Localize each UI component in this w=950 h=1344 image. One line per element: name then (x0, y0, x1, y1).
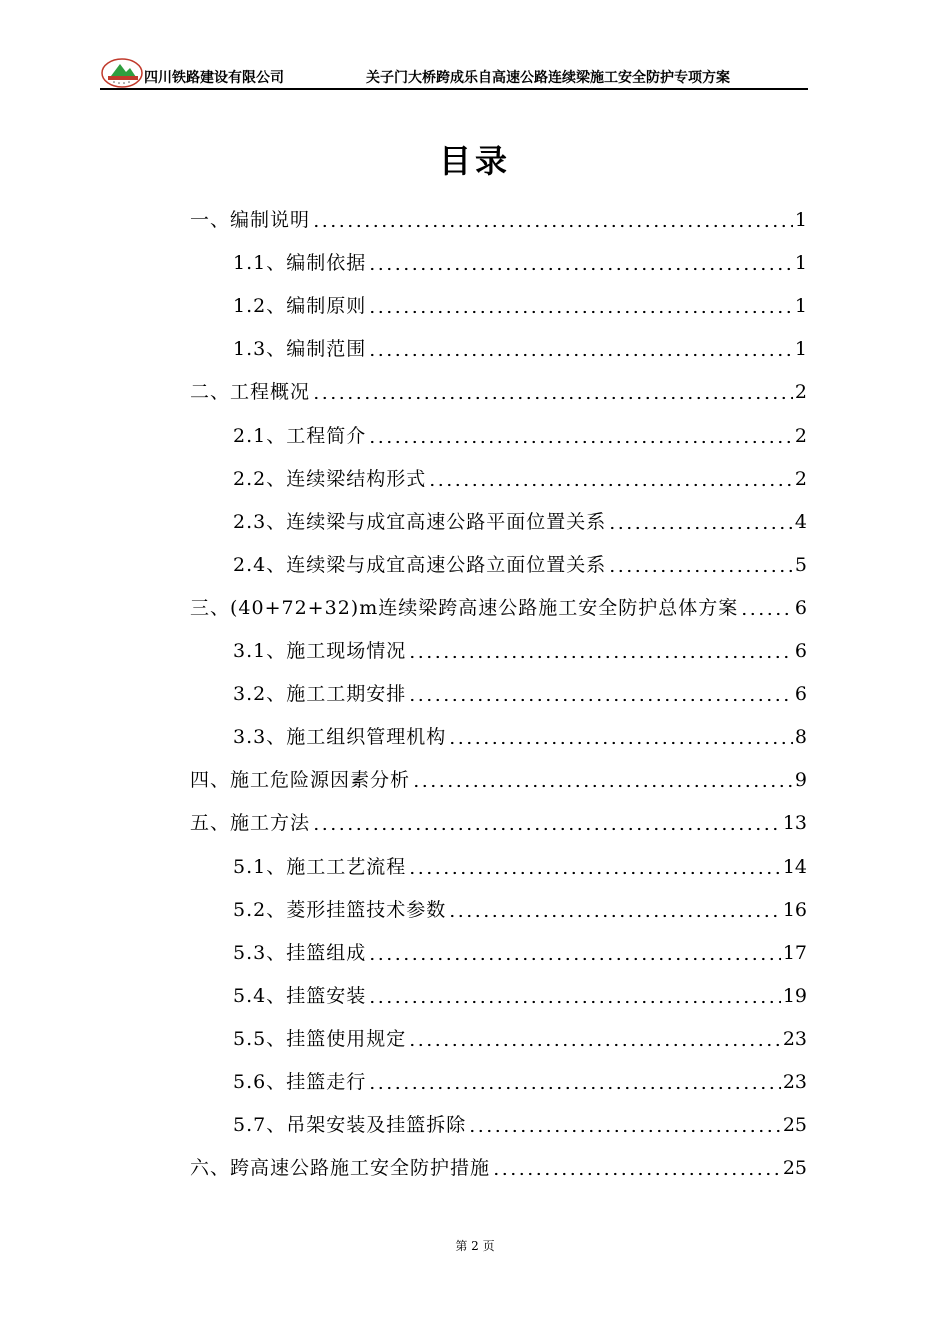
company-name: 四川铁路建设有限公司 (144, 70, 284, 86)
toc-dot-leader (312, 396, 793, 400)
toc-entry[interactable] (233, 289, 807, 319)
toc-entry-page: 17 (782, 942, 807, 964)
toc-entry[interactable] (190, 203, 807, 233)
toc-entry[interactable] (233, 332, 807, 362)
toc-dot-leader (408, 871, 781, 875)
company-logo (100, 58, 144, 90)
toc-dot-leader (312, 827, 781, 831)
toc-entry-label: 5.4、挂篮安装 (233, 985, 367, 1007)
toc-entry-label: 3.1、施工现场情况 (233, 640, 407, 662)
toc-dot-leader (368, 267, 793, 271)
toc-dot-leader (408, 655, 793, 659)
toc-entry-page: 1 (794, 252, 807, 274)
toc-entry[interactable] (233, 677, 807, 707)
toc-entry[interactable] (233, 1065, 807, 1095)
toc-entry[interactable] (190, 1151, 807, 1181)
toc-dot-leader (608, 526, 793, 530)
toc-entry-page: 14 (782, 856, 807, 878)
toc-entry[interactable] (233, 1022, 807, 1052)
toc-entry-label: 2.1、工程简介 (233, 425, 367, 447)
toc-entry-page: 1 (794, 295, 807, 317)
toc-entry-label: 5.2、菱形挂篮技术参数 (233, 899, 447, 921)
toc-dot-leader (608, 569, 793, 573)
page-number: 第 2 页 (455, 1239, 495, 1253)
toc-entry-page: 13 (782, 812, 807, 834)
toc-entry-label: 3.3、施工组织管理机构 (233, 726, 447, 748)
toc-entry-label: 2.2、连续梁结构形式 (233, 468, 427, 490)
toc-dot-leader (408, 1043, 781, 1047)
toc-entry-label: 五、施工方法 (190, 812, 311, 834)
toc-entry-label: 三、(40+72+32)m连续梁跨高速公路施工安全防护总体方案 (190, 597, 739, 619)
toc-entry-page: 2 (794, 468, 807, 490)
toc-entry-label: 1.3、编制范围 (233, 338, 367, 360)
toc-entry-label: 二、工程概况 (190, 381, 311, 403)
toc-entry-label: 5.1、施工工艺流程 (233, 856, 407, 878)
toc-dot-leader (448, 914, 781, 918)
toc-dot-leader (368, 1000, 781, 1004)
document-title: 关子门大桥跨成乐自高速公路连续梁施工安全防护专项方案 (366, 70, 730, 86)
toc-entry[interactable] (190, 591, 807, 621)
toc-entry-label: 5.3、挂篮组成 (233, 942, 367, 964)
toc-entry[interactable] (233, 634, 807, 664)
toc-dot-leader (368, 440, 793, 444)
toc-dot-leader (368, 1086, 781, 1090)
toc-entry[interactable] (233, 850, 807, 880)
page-header (100, 58, 808, 90)
toc-heading: 目录 (438, 142, 511, 180)
toc-entry-label: 5.6、挂篮走行 (233, 1071, 367, 1093)
toc-entry-page: 4 (794, 511, 807, 533)
toc-entry-label: 1.2、编制原则 (233, 295, 367, 317)
toc-entry-page: 23 (782, 1028, 807, 1050)
toc-entry[interactable] (233, 246, 807, 276)
toc-dot-leader (408, 698, 793, 702)
toc-entry[interactable] (190, 763, 807, 793)
toc-entry-page: 2 (794, 425, 807, 447)
toc-entry-page: 8 (794, 726, 807, 748)
toc-entry-page: 16 (782, 899, 807, 921)
toc-entry-page: 6 (794, 597, 807, 619)
toc-entry[interactable] (233, 936, 807, 966)
toc-entry-page: 25 (782, 1157, 807, 1179)
toc-dot-leader (428, 483, 793, 487)
toc-entry-page: 9 (794, 769, 807, 791)
toc-entry[interactable] (233, 979, 807, 1009)
toc-entry[interactable] (233, 548, 807, 578)
toc-entry-page: 1 (794, 209, 807, 231)
toc-entry[interactable] (233, 462, 807, 492)
toc-dot-leader (368, 310, 793, 314)
toc-entry-page: 23 (782, 1071, 807, 1093)
toc-entry-page: 2 (794, 381, 807, 403)
toc-dot-leader (312, 224, 793, 228)
toc-entry-page: 6 (794, 683, 807, 705)
toc-entry-page: 19 (782, 985, 807, 1007)
toc-dot-leader (368, 353, 793, 357)
toc-dot-leader (468, 1129, 781, 1133)
toc-entry-page: 6 (794, 640, 807, 662)
toc-entry-label: 2.3、连续梁与成宜高速公路平面位置关系 (233, 511, 607, 533)
toc-dot-leader (740, 612, 793, 616)
toc-entry[interactable] (233, 1108, 807, 1138)
header-divider (100, 88, 808, 90)
toc-entry-page: 1 (794, 338, 807, 360)
toc-entry[interactable] (233, 720, 807, 750)
toc-entry[interactable] (233, 893, 807, 923)
toc-entry-label: 5.7、吊架安装及挂篮拆除 (233, 1114, 467, 1136)
toc-entry-label: 2.4、连续梁与成宜高速公路立面位置关系 (233, 554, 607, 576)
toc-entry-page: 5 (794, 554, 807, 576)
toc-entry-label: 四、施工危险源因素分析 (190, 769, 411, 791)
toc-entry-label: 5.5、挂篮使用规定 (233, 1028, 407, 1050)
toc-entry-label: 1.1、编制依据 (233, 252, 367, 274)
toc-dot-leader (448, 741, 793, 745)
toc-dot-leader (368, 957, 781, 961)
toc-entry[interactable] (233, 419, 807, 449)
toc-entry[interactable] (190, 806, 807, 836)
toc-entry[interactable] (190, 375, 807, 405)
toc-entry-page: 25 (782, 1114, 807, 1136)
toc-entry[interactable] (233, 505, 807, 535)
toc-entry-label: 3.2、施工工期安排 (233, 683, 407, 705)
toc-dot-leader (492, 1172, 781, 1176)
toc-dot-leader (412, 784, 793, 788)
toc-entry-label: 六、跨高速公路施工安全防护措施 (190, 1157, 491, 1179)
toc-entry-label: 一、编制说明 (190, 209, 311, 231)
